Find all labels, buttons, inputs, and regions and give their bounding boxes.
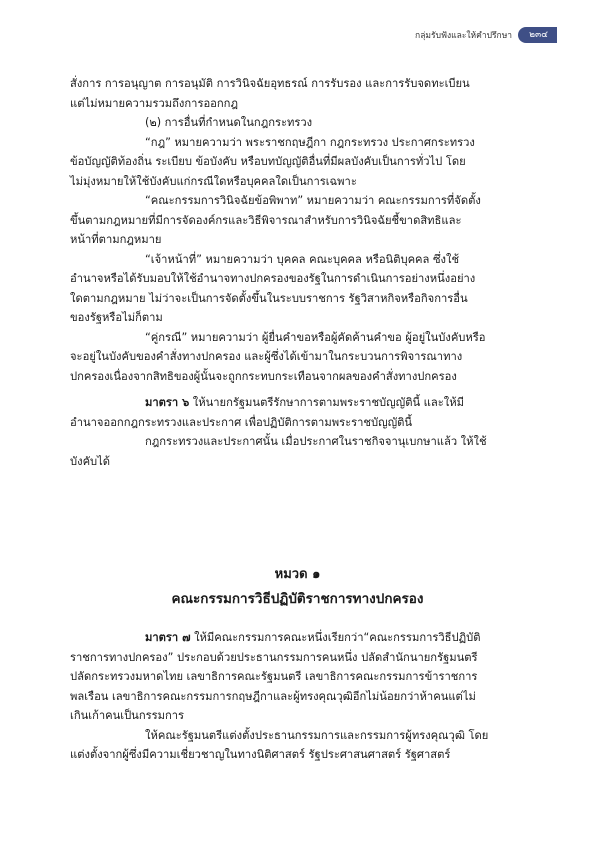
definition-line: “คณะกรรมการวินิจฉัยข้อพิพาท” หมายความว่า คณะกรรมการที่จัดตั้ง bbox=[145, 194, 481, 207]
page-number-badge: ๒๓๔ bbox=[518, 27, 557, 43]
text-line: ปกครองเนื่องจากสิทธิของผู้นั้นจะถูกกระทบกระเทือนจากผลของคำสั่งทางปกครอง bbox=[70, 369, 457, 383]
section-6-text: ให้นายกรัฐมนตรีรักษาการตามพระราชบัญญัตินี้ และให้มี bbox=[189, 396, 464, 409]
text-line: เกินเก้าคนเป็นกรรมการ bbox=[70, 709, 185, 722]
text-line: (๒) การอื่นที่กำหนดในกฎกระทรวง bbox=[145, 116, 313, 129]
text-line: หน้าที่ตามกฎหมาย bbox=[70, 233, 162, 246]
section-6-line bbox=[70, 393, 530, 413]
text-line: พลเรือน เลขาธิการคณะกรรมการกฤษฎีกาและผู้ทรงคุณวุฒิอีกไม่น้อยกว่าห้าคนแต่ไม่ bbox=[70, 689, 476, 703]
text-line: ข้อบัญญัติท้องถิ่น ระเบียบ ข้อบังคับ หรือบทบัญญัติอื่นที่มีผลบังคับเป็นการทั่วไป โดย bbox=[70, 155, 466, 168]
text-line: อำนาจหรือได้รับมอบให้ใช้อำนาจทางปกครองของรัฐในการดำเนินการอย่างหนึ่งอย่าง bbox=[70, 272, 476, 285]
definition-line: “เจ้าหน้าที่” หมายความว่า บุคคล คณะบุคคล หรือนิติบุคคล ซึ่งใช้ bbox=[145, 252, 460, 266]
page-header bbox=[415, 27, 557, 43]
text-line: ปลัดกระทรวงมหาดไทย เลขาธิการคณะรัฐมนตรี เลขาธิการคณะกรรมการข้าราชการ bbox=[70, 670, 478, 683]
text-line: ของรัฐหรือไม่ก็ตาม bbox=[70, 311, 163, 324]
text-line: บังคับได้ bbox=[70, 454, 111, 468]
text-line: แต่ไม่หมายความรวมถึงการออกกฎ bbox=[70, 96, 238, 110]
text-line: ให้คณะรัฐมนตรีแต่งตั้งประธานกรรมการและกรรมการผู้ทรงคุณวุฒิ โดย bbox=[145, 728, 489, 742]
chapter-title: คณะกรรมการวิธีปฏิบัติราชการทางปกครอง bbox=[171, 591, 424, 607]
text-line: ราชการทางปกครอง” ประกอบด้วยประธานกรรมการคนหนึ่ง ปลัดสำนักนายกรัฐมนตรี bbox=[70, 650, 478, 664]
text-line: กฎกระทรวงและประกาศนั้น เมื่อประกาศในราชกิจจานุเบกษาแล้ว ให้ใช้ bbox=[145, 435, 487, 448]
definition-line: “คู่กรณี” หมายความว่า ผู้ยื่นคำขอหรือผู้คัดค้านคำขอ ผู้อยู่ในบังคับหรือ bbox=[145, 330, 486, 344]
chapter-number: หมวด ๑ bbox=[274, 567, 321, 582]
section-7-line bbox=[70, 628, 530, 648]
text-line: สั่งการ การอนุญาต การอนุมัติ การวินิจฉัยอุทธรณ์ การรับรอง และการรับจดทะเบียน bbox=[70, 77, 470, 90]
body-text-block bbox=[70, 628, 530, 765]
text-line: จะอยู่ในบังคับของคำสั่งทางปกครอง และผู้ซึ่งได้เข้ามาในกระบวนการพิจารณาทาง bbox=[70, 350, 463, 363]
text-line: ไม่มุ่งหมายให้ใช้บังคับแก่กรณีใดหรือบุคคลใดเป็นการเฉพาะ bbox=[70, 174, 357, 188]
section-7-label: มาตรา ๗ bbox=[145, 631, 191, 644]
definition-line: “กฎ” หมายความว่า พระราชกฤษฎีกา กฎกระทรวง ประกาศกระทรวง bbox=[145, 135, 475, 149]
text-line: ใดตามกฎหมาย ไม่ว่าจะเป็นการจัดตั้งขึ้นในระบบราชการ รัฐวิสาหกิจหรือกิจการอื่น bbox=[70, 291, 468, 305]
text-line: แต่งตั้งจากผู้ซึ่งมีความเชี่ยวชาญในทางนิติศาสตร์ รัฐประศาสนศาสตร์ รัฐศาสตร์ bbox=[70, 748, 451, 761]
body-text-block bbox=[70, 74, 530, 471]
section-7-text: ให้มีคณะกรรมการคณะหนึ่งเรียกว่า“คณะกรรมการวิธีปฏิบัติ bbox=[190, 631, 481, 644]
section-6-label: มาตรา ๖ bbox=[145, 396, 190, 409]
text-line: ขึ้นตามกฎหมายที่มีการจัดองค์กรและวิธีพิจารณาสำหรับการวินิจฉัยชี้ขาดสิทธิและ bbox=[70, 213, 462, 227]
header-title: กลุ่มรับฟังและให้คำปรึกษา bbox=[415, 31, 513, 41]
text-line: อำนาจออกกฎกระทรวงและประกาศ เพื่อปฏิบัติการตามพระราชบัญญัตินี้ bbox=[70, 415, 413, 429]
